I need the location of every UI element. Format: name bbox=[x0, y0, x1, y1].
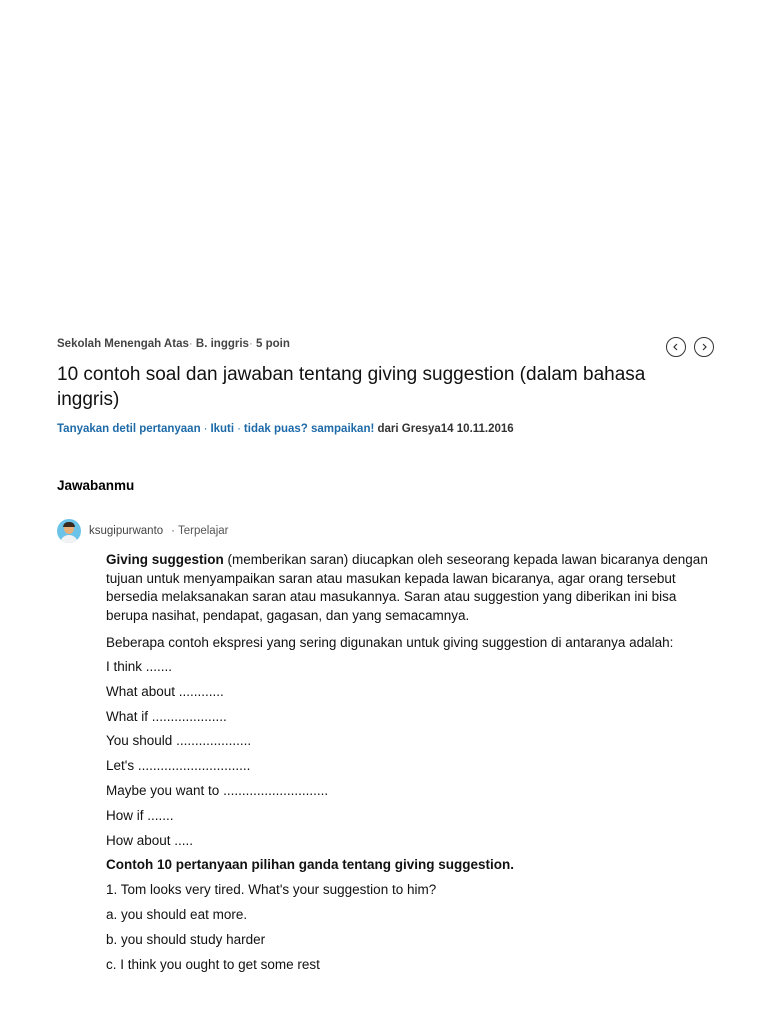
chevron-right-icon bbox=[700, 343, 708, 351]
expression-item: What if .................... bbox=[106, 708, 227, 724]
answerer-rank: · Terpelajar bbox=[171, 525, 229, 537]
option-item: a. you should eat more. bbox=[106, 906, 248, 922]
answer-body bbox=[106, 551, 714, 977]
school-level[interactable]: Sekolah Menengah Atas bbox=[57, 338, 189, 350]
answerer-info bbox=[57, 519, 228, 543]
expression-item: Maybe you want to ............................ bbox=[106, 782, 329, 798]
expression-item: How if ....... bbox=[106, 807, 174, 823]
answer-intro: Giving suggestion (memberikan saran) diucapkan oleh seseorang kepada lawan bicaranya dengan tujuan untuk menyampaikan saran atau masukan kepada lawan bicaranya, agar orang tersebut bersedia melaksanakan saran atau masukannya. Saran atau suggestion yang diberikan ini bisa berupa nasihat, pendapat, gagasan, dan yang semacamnya. bbox=[106, 552, 708, 623]
answerer-name[interactable]: ksugipurwanto bbox=[89, 525, 164, 537]
answer-paragraph: Beberapa contoh ekspresi yang sering digunakan untuk giving suggestion di antaranya adalah: bbox=[106, 635, 674, 650]
question-actions: Tanyakan detil pertanyaan · Ikuti · tidak puas? sampaikan! dari Gresya14 10.11.2016 bbox=[57, 423, 514, 435]
chevron-left-icon bbox=[672, 343, 680, 351]
option-item: c. I think you ought to get some rest bbox=[106, 956, 320, 972]
question-nav bbox=[666, 337, 714, 357]
answer-subheading: Contoh 10 pertanyaan pilihan ganda tentang giving suggestion. bbox=[106, 857, 515, 873]
answer-section-heading: Jawabanmu bbox=[57, 478, 135, 493]
next-question-button[interactable] bbox=[694, 337, 714, 357]
subject[interactable]: B. inggris bbox=[195, 338, 249, 350]
question-item: 1. Tom looks very tired. What's your suggestion to him? bbox=[106, 882, 437, 898]
expression-item: What about ............ bbox=[106, 683, 224, 699]
prev-question-button[interactable] bbox=[666, 337, 686, 357]
expression-item: You should .................... bbox=[106, 733, 252, 749]
ask-details-link[interactable]: Tanyakan detil pertanyaan bbox=[57, 423, 201, 435]
expression-item: How about ..... bbox=[106, 832, 194, 848]
question-author: dari Gresya14 10.11.2016 bbox=[377, 423, 514, 435]
report-link[interactable]: tidak puas? sampaikan! bbox=[243, 423, 375, 435]
expression-item: Let's .............................. bbox=[106, 758, 251, 774]
question-title: 10 contoh soal dan jawaban tentang giving suggestion (dalam bahasa inggris) bbox=[57, 364, 646, 410]
expression-item: I think ....... bbox=[106, 659, 173, 674]
question-meta: Sekolah Menengah Atas· B. inggris· 5 poin bbox=[57, 338, 290, 350]
avatar[interactable] bbox=[57, 519, 81, 543]
follow-link[interactable]: Ikuti bbox=[210, 423, 235, 435]
points: 5 poin bbox=[255, 338, 290, 350]
option-item: b. you should study harder bbox=[106, 931, 266, 947]
